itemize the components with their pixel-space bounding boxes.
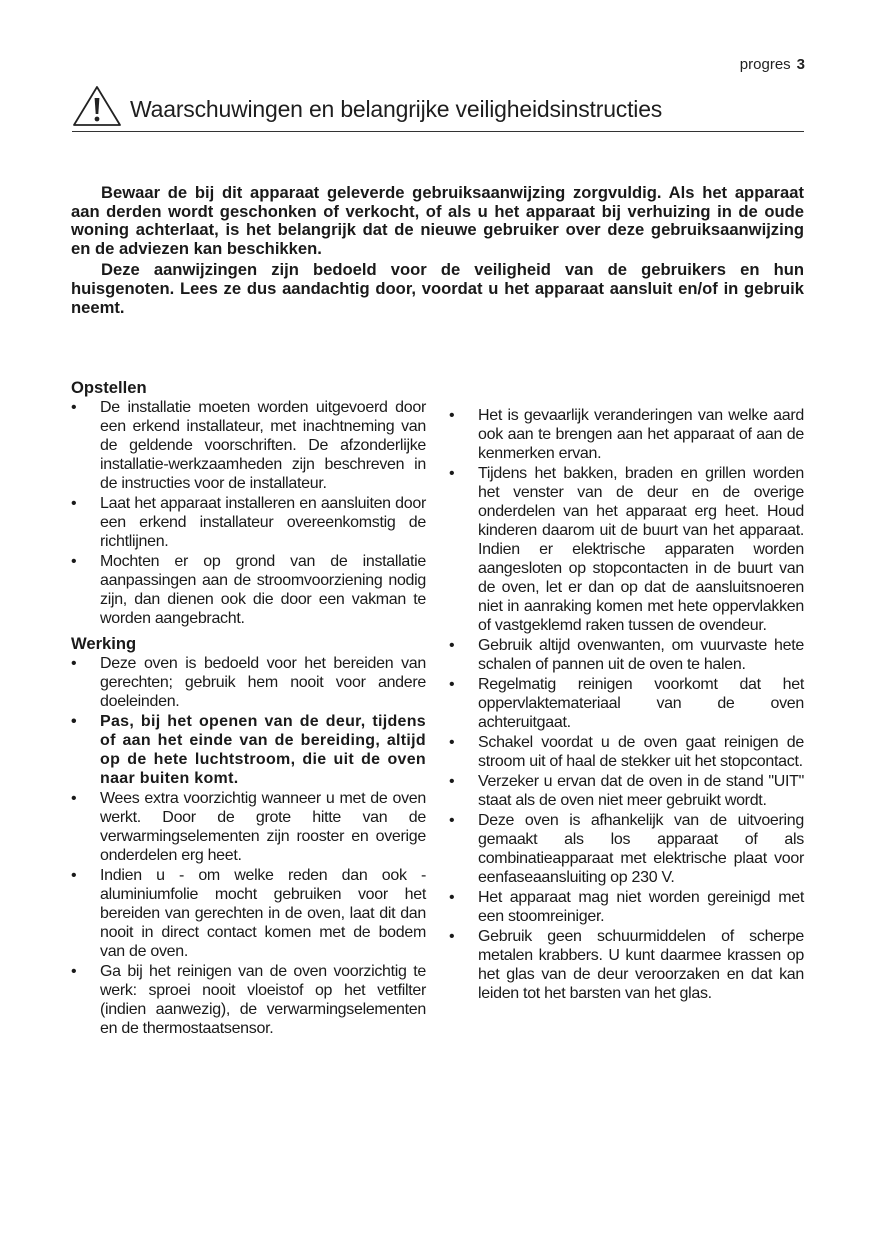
bullet-icon: • — [71, 867, 77, 884]
bullet-icon: • — [449, 889, 455, 906]
bullet-icon: • — [449, 773, 455, 790]
brand-name: progres — [739, 56, 791, 73]
list-item: • Indien u - om welke reden dan ook - aluminiumfolie mocht gebruiken voor het bereiden van gerechten in de oven, laat dit dan nooit in direct contact komen met de bodem van de oven. — [71, 867, 426, 960]
list-item: • Het apparaat mag niet worden gereinigd met een stoomreiniger. — [449, 889, 804, 925]
list-item: • Verzeker u ervan dat de oven in de stand "UIT" staat als de oven niet meer gebruikt wordt. — [449, 773, 804, 809]
list-item: • Mochten er op grond van de installatie aanpassingen aan de stroomvoorziening nodig zijn, dan dienen ook die door een vakman te worden aangebracht. — [71, 553, 426, 627]
bullet-icon: • — [449, 676, 455, 693]
bullet-icon: • — [71, 495, 77, 512]
list-item: • Laat het apparaat installeren en aansluiten door een erkend installateur overeenkomstig de richtlijnen. — [71, 495, 426, 550]
bullet-icon: • — [449, 928, 455, 945]
bullet-icon: • — [449, 637, 455, 654]
intro-paragraph: Bewaar de bij dit apparaat geleverde gebruiksaanwijzing zorgvuldig. Als het apparaat aan derden wordt geschonken of verkocht, of als u het apparaat bij verhuizing in de oude woning achterlaat, is het belangrijk dat de nieuwe gebruiker over deze gebruiksaanwijzing en de adviezen kan beschikken. — [71, 183, 804, 258]
list-item: • Gebruik altijd ovenwanten, om vuurvaste hete schalen of pannen uit de oven te halen. — [449, 637, 804, 673]
intro-text — [71, 184, 804, 320]
bullet-icon: • — [71, 713, 77, 730]
page-title: Waarschuwingen en belangrijke veiligheidsinstructies — [130, 96, 663, 122]
list-item: • Deze oven is bedoeld voor het bereiden van gerechten; gebruik hem nooit voor andere doeleinden. — [71, 655, 426, 710]
bullet-icon: • — [449, 407, 455, 424]
bullet-icon: • — [71, 399, 77, 416]
list-item: • Gebruik geen schuurmiddelen of scherpe metalen krabbers. U kunt daarmee krassen op het glas van de deur veroorzaken en dat kan leiden tot het barsten van het glas. — [449, 928, 804, 1002]
intro-paragraph: Deze aanwijzingen zijn bedoeld voor de veiligheid van de gebruikers en hun huisgenoten. Lees ze dus aandachtig door, voordat u het apparaat aansluit en/of in gebruik neemt. — [71, 260, 804, 317]
bullet-icon: • — [71, 655, 77, 672]
list-item: • Regelmatig reinigen voorkomt dat het oppervlaktemateriaal van de oven achteruitgaat. — [449, 676, 804, 731]
section-heading-werking: Werking — [71, 634, 137, 653]
title-row — [72, 82, 804, 132]
list-item: • Tijdens het bakken, braden en grillen worden het venster van de deur en de overige onderdelen van het apparaat erg heet. Houd kinderen daarom uit de buurt van het apparaat. Indien er elektrische apparaten worden aangesloten op stopcontacten in de buurt van de oven, let er dan op dat de aansluitsnoeren niet in aanraking komen met hete oppervlakken of vastgeklemd raken tussen de ovendeur. — [449, 465, 804, 634]
right-list — [449, 406, 804, 1003]
bullet-icon: • — [449, 465, 455, 482]
section-heading-opstellen: Opstellen — [71, 378, 147, 397]
bullet-icon: • — [71, 963, 77, 980]
bullet-icon: • — [449, 734, 455, 751]
list-item: • Deze oven is afhankelijk van de uitvoering gemaakt als los apparaat of als combinatieapparaat met elektrische plaat voor eenfaseaansluiting op 230 V. — [449, 812, 804, 886]
list-item: • De installatie moeten worden uitgevoerd door een erkend installateur, met inachtneming van de geldende voorschriften. De afzonderlijke installatie-werkzaamheden zijn beschreven in de instructies voor de installateur. — [71, 399, 426, 492]
warning-triangle-icon — [72, 85, 122, 127]
bullet-icon: • — [71, 553, 77, 570]
bullet-icon: • — [449, 812, 455, 829]
list-item: • Ga bij het reinigen van de oven voorzichtig te werk: sproei nooit vloeistof op het vetfilter (indien aanwezig), de verwarmingselementen en de thermostaatsensor. — [71, 963, 426, 1037]
list-item-warning: • Pas, bij het openen van de deur, tijdens of aan het einde van de bereiding, altijd op de hete luchtstroom, die uit de oven naar buiten komt. — [71, 713, 426, 787]
bullet-icon: • — [71, 790, 77, 807]
left-column — [71, 378, 426, 1039]
right-column — [449, 406, 804, 1004]
list-item: • Het is gevaarlijk veranderingen van welke aard ook aan te brengen aan het apparaat of aan de kenmerken ervan. — [449, 407, 804, 462]
page-header — [740, 56, 805, 73]
list-item: • Wees extra voorzichtig wanneer u met de oven werkt. Door de grote hitte van de verwarmingselementen zijn rooster en overige onderdelen erg heet. — [71, 790, 426, 864]
werking-list — [71, 654, 426, 1038]
list-item: • Schakel voordat u de oven gaat reinigen de stroom uit of haal de stekker uit het stopcontact. — [449, 734, 804, 770]
page-number: 3 — [796, 56, 805, 73]
opstellen-list — [71, 398, 426, 628]
